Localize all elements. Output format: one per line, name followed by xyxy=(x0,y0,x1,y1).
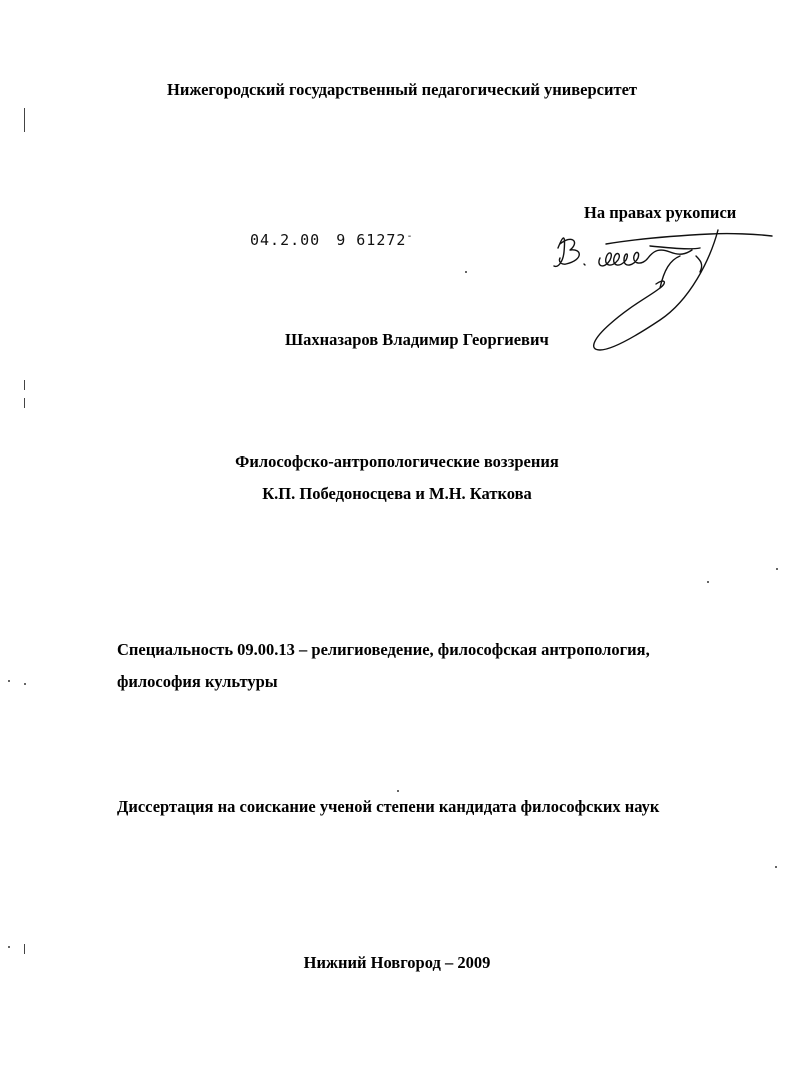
dissertation-title-line-1: Философско-антропологические воззрения xyxy=(235,452,559,471)
scan-dot xyxy=(397,790,399,792)
degree-statement: Диссертация на соискание ученой степени кандидата философских наук xyxy=(117,797,660,816)
dissertation-title-line-2: К.П. Победоносцева и М.Н. Каткова xyxy=(262,484,532,503)
archive-stamp-date: 04.2.00 xyxy=(250,231,321,249)
place-and-year: Нижний Новгород – 2009 xyxy=(303,953,491,972)
author-name: Шахназаров Владимир Георгиевич xyxy=(285,330,549,349)
scan-dot xyxy=(465,271,467,273)
scan-dot xyxy=(707,581,709,583)
scan-margin-mark xyxy=(24,398,25,408)
scan-margin-mark xyxy=(24,944,25,954)
scan-dot xyxy=(775,866,777,868)
scan-margin-mark xyxy=(24,380,25,390)
scan-dot xyxy=(8,680,10,682)
archive-stamp-number: 9 61272 xyxy=(336,231,407,249)
university-name: Нижегородский государственный педагогический университет xyxy=(167,80,638,99)
archive-stamp: 04.2.00 9 61272- xyxy=(250,231,414,249)
handwritten-signature xyxy=(540,200,780,370)
manuscript-rights: На правах рукописи xyxy=(584,203,737,222)
scan-dot xyxy=(24,683,26,685)
scan-dot xyxy=(8,946,10,948)
specialty-line-2: философия культуры xyxy=(117,672,278,691)
scan-dot xyxy=(776,568,778,570)
scan-margin-mark xyxy=(24,108,25,132)
specialty-line-1: Специальность 09.00.13 – религиоведение, философская антропология, xyxy=(117,640,650,659)
